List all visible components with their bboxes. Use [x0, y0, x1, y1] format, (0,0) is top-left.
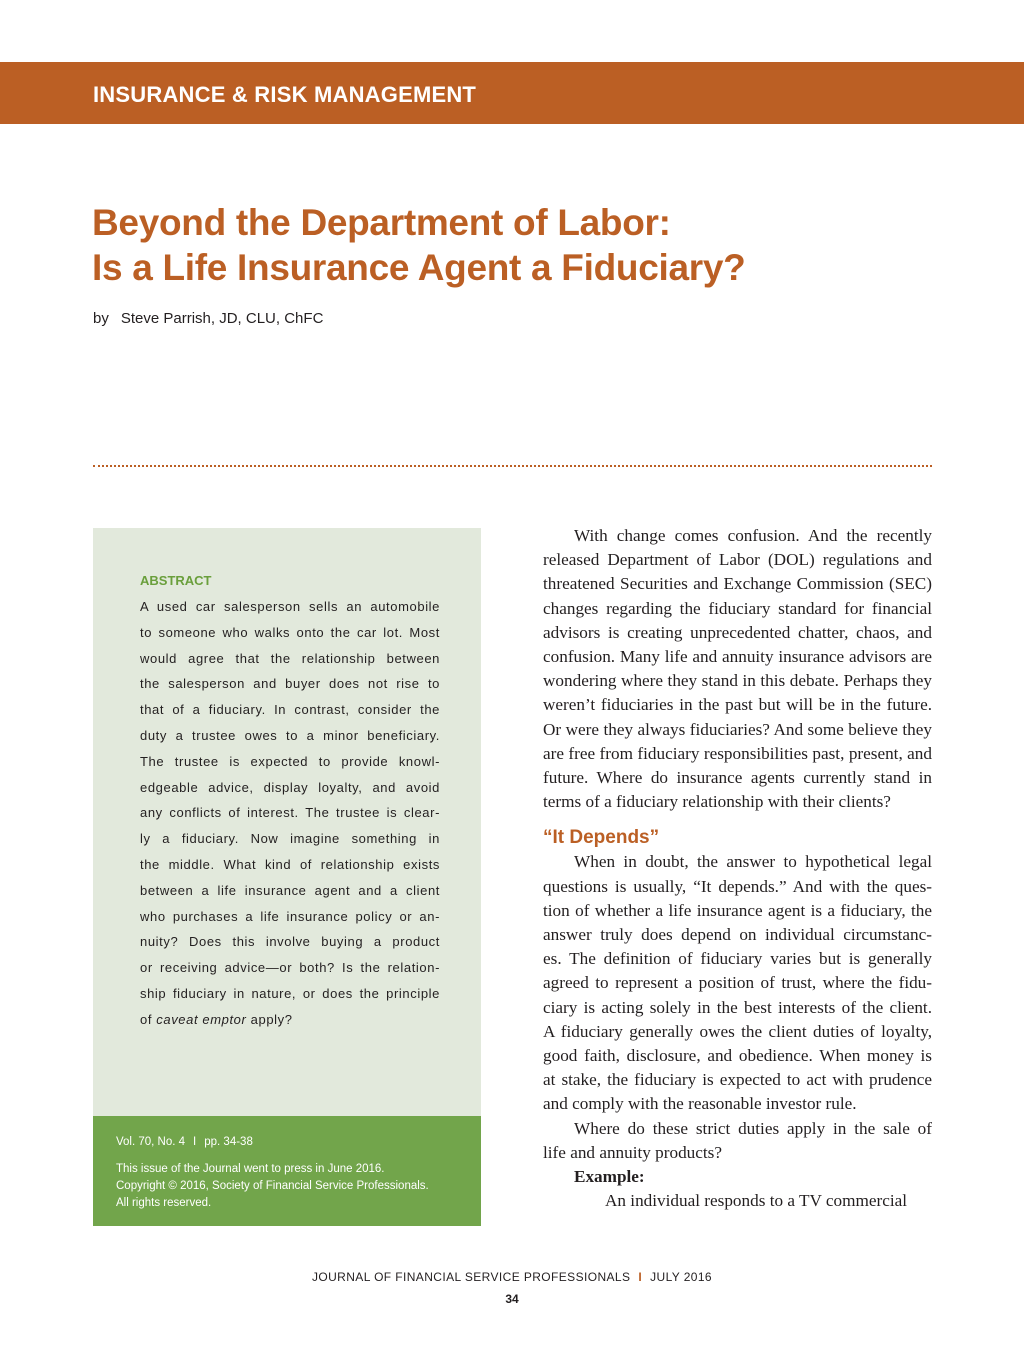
abstract-body — [140, 594, 440, 1033]
abstract-line: edgeable advice, display loyalty, and avoid — [140, 779, 440, 795]
article-line: ciary is acting solely in the best interests of the client. — [543, 997, 932, 1017]
article-line: Or were they always fiduciaries? And some believe they — [543, 719, 932, 739]
article-line: Where do these strict duties apply in the sale of — [574, 1118, 932, 1138]
abstract-line: to someone who walks onto the car lot. Most — [140, 624, 440, 640]
abstract-line: or receiving advice—or both? Is the relation- — [140, 960, 440, 976]
byline-prefix: by — [93, 310, 109, 327]
article-line: A fiduciary generally owes the client duties of loyalty, — [543, 1021, 932, 1041]
article-line: at stake, the fiduciary is expected to act with prudence — [543, 1070, 932, 1090]
section-heading: “It Depends” — [543, 827, 660, 849]
press-line-1: This issue of the Journal went to press in June 2016. — [116, 1163, 385, 1175]
article-line: life and annuity products? — [543, 1142, 722, 1162]
publication-meta-box — [93, 1116, 481, 1226]
article-line: changes regarding the fiduciary standard for financial — [543, 598, 932, 618]
section-banner — [0, 62, 1024, 124]
article-line: advisors is creating unprecedented chatter, chaos, and — [543, 622, 932, 642]
title-line-1: Beyond the Department of Labor: — [92, 202, 671, 243]
abstract-heading: ABSTRACT — [140, 573, 212, 588]
abstract-line: the salesperson and buyer does not rise to — [140, 676, 440, 692]
volume-number: Vol. 70, No. 4 — [116, 1136, 186, 1148]
article-line: confusion. Many life and annuity insurance advisors are — [543, 646, 932, 666]
article-body — [543, 524, 932, 1213]
article-line: future. Where do insurance agents currently stand in — [543, 767, 932, 787]
abstract-line: ship fiduciary in nature, or does the principle — [140, 985, 440, 1001]
article-line: es. The definition of fiduciary varies but is generally — [543, 949, 932, 969]
article-line: terms of a fiduciary relationship with their clients? — [543, 792, 891, 812]
article-line: agreed to represent a position of trust, where the fidu- — [543, 973, 932, 993]
abstract-italic-term: caveat emptor — [156, 1011, 247, 1027]
byline — [93, 310, 323, 327]
press-info — [116, 1161, 429, 1212]
dotted-divider — [93, 465, 932, 467]
abstract-line: ly a fiduciary. Now imagine something in — [140, 831, 440, 847]
copyright-line: Copyright © 2016, Society of Financial Service Professionals. — [116, 1180, 429, 1192]
article-line: released Department of Labor (DOL) regulations and — [543, 550, 932, 570]
article-line: are free from fiduciary responsibilities past, present, and — [543, 743, 932, 763]
article-title — [92, 200, 952, 290]
article-line: tion of whether a life insurance agent is a fiduciary, the — [543, 900, 932, 920]
example-label: Example: — [574, 1166, 645, 1186]
section-banner-label: INSURANCE & RISK MANAGEMENT — [93, 82, 477, 107]
author-name: Steve Parrish, JD, CLU, ChFC — [120, 310, 324, 327]
article-line: answer truly does depend on individual circumstanc- — [543, 925, 932, 944]
article-line: questions is usually, “It depends.” And with the ques- — [543, 876, 932, 896]
abstract-box — [93, 528, 481, 1116]
example-line: An individual responds to a TV commercial — [605, 1191, 907, 1211]
article-line: and comply with the reasonable investor rule. — [543, 1094, 857, 1114]
abstract-line: nuity? Does this involve buying a product — [140, 934, 440, 950]
abstract-line: The trustee is expected to provide knowl- — [140, 753, 440, 769]
article-line: wondering where they stand in this debate. Perhaps they — [543, 671, 932, 691]
article-line: good faith, disclosure, and obedience. When money is — [543, 1045, 932, 1065]
abstract-last-suffix: apply? — [246, 1011, 293, 1027]
abstract-line: A used car salesperson sells an automobile — [140, 599, 440, 614]
volume-separator: I — [193, 1136, 197, 1148]
rights-line: All rights reserved. — [116, 1197, 212, 1209]
footer-separator: I — [638, 1270, 643, 1284]
abstract-line: duty a trustee owes to a minor beneficiary. — [140, 727, 440, 743]
abstract-line: any conflicts of interest. The trustee is clear- — [140, 805, 440, 821]
abstract-line: that of a fiduciary. In contrast, consider the — [140, 702, 440, 718]
article-line: weren’t fiduciaries in the past but will be in the future. — [543, 695, 932, 715]
page-range: pp. 34-38 — [204, 1136, 253, 1148]
page-number: 34 — [505, 1292, 519, 1306]
title-line-2: Is a Life Insurance Agent a Fiduciary? — [92, 247, 746, 288]
article-line: With change comes confusion. And the recently — [574, 526, 932, 545]
article-line: When in doubt, the answer to hypothetical legal — [574, 852, 932, 872]
abstract-line: the middle. What kind of relationship exists — [140, 856, 440, 872]
abstract-last-prefix: of — [140, 1011, 157, 1027]
abstract-last-line — [140, 1007, 440, 1033]
volume-info — [116, 1136, 253, 1148]
journal-name: JOURNAL OF FINANCIAL SERVICE PROFESSIONALS — [311, 1270, 631, 1284]
abstract-line: would agree that the relationship between — [140, 650, 440, 666]
abstract-line: between a life insurance agent and a client — [140, 882, 440, 898]
abstract-line: who purchases a life insurance policy or an- — [140, 908, 440, 924]
article-line: threatened Securities and Exchange Commission (SEC) — [543, 574, 932, 594]
page-footer — [0, 1270, 1024, 1284]
issue-date: JULY 2016 — [650, 1270, 713, 1284]
